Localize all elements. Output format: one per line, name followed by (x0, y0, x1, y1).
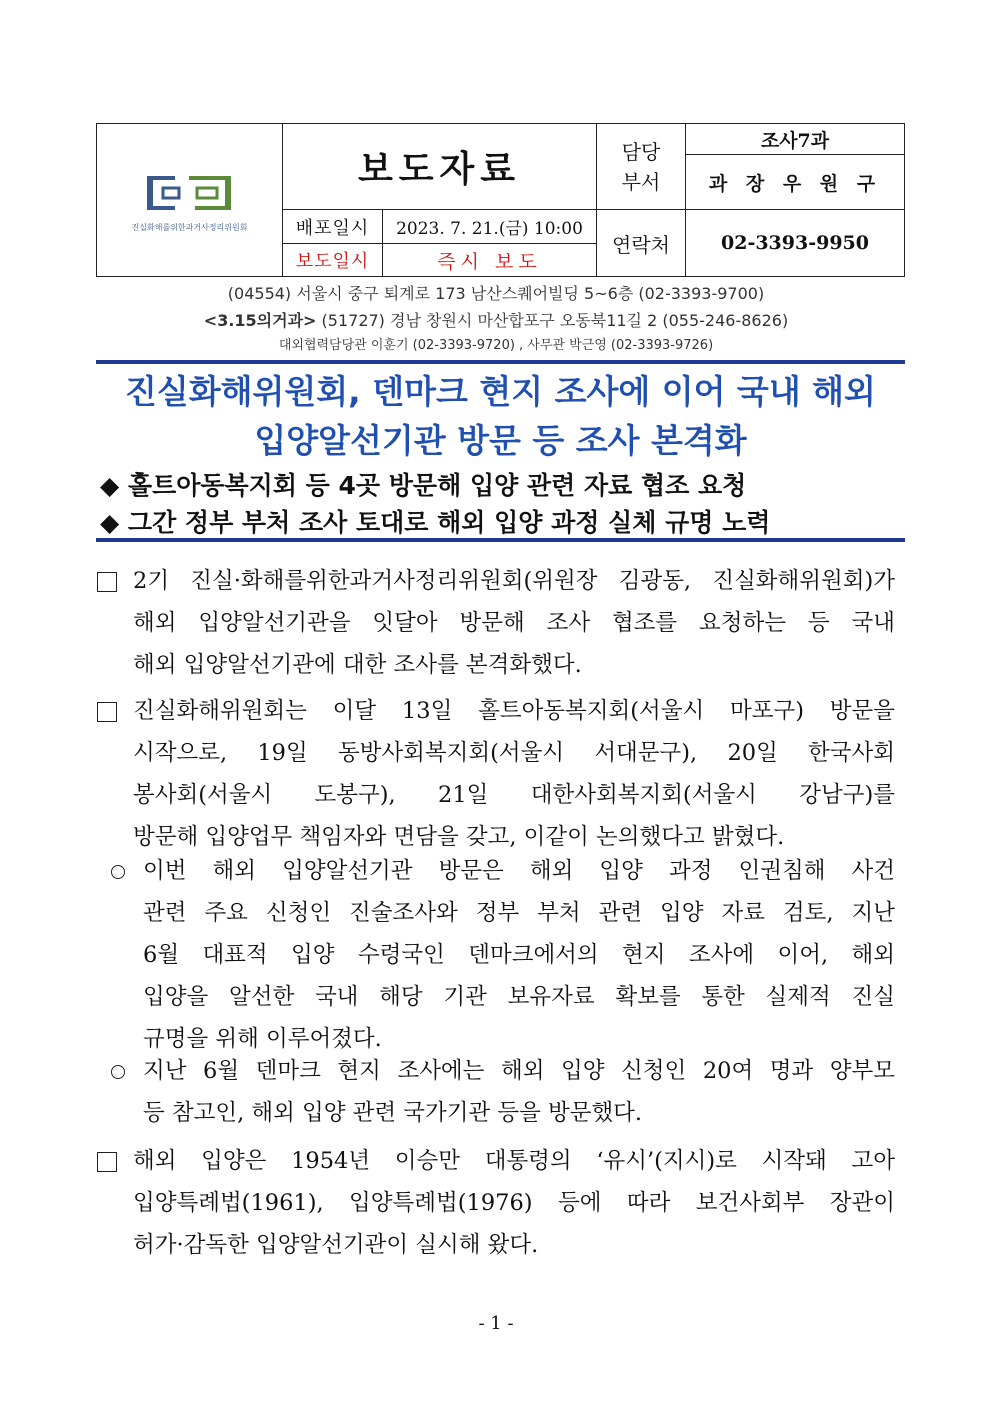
dist-value: 2023. 7. 21.(금) 10:00 (396, 219, 583, 239)
square-bullet-icon (97, 572, 117, 592)
subhead-1: ◆ 홀트아동복지회 등 4곳 방문해 입양 관련 자료 협조 요청 (100, 471, 747, 500)
headline-rule-top (96, 360, 905, 364)
contact-persons: 대외협력담당관 이훈기 (02-3393-9720) , 사무관 박근영 (02-3393-9726) (278, 338, 714, 353)
paragraph-2-line: 봉사회(서울시 도봉구), 21일 대한사회복지회(서울시 강남구)를 (133, 782, 895, 808)
bullet-1-line: 입양을 알선한 국내 해당 기관 보유자료 확보를 통한 실제적 진실 (143, 984, 895, 1010)
paragraph-1 (133, 560, 895, 686)
bullet-2-line: 등 참고인, 해외 입양 관련 국가기관 등을 방문했다. (143, 1100, 643, 1126)
paragraph-3-line: 허가·감독한 입양알선기관이 실시해 왔다. (133, 1232, 539, 1258)
bullet-1 (143, 850, 895, 1060)
logo-mark-icon (135, 168, 245, 218)
bullet-1-line: 관련 주요 신청인 진술조사와 정부 부처 관련 입양 자료 검토, 지난 (143, 900, 895, 926)
contact-label: 연락처 (612, 232, 670, 257)
paragraph-3 (133, 1140, 895, 1266)
logo (97, 124, 282, 276)
paragraph-1-line: 2기 진실·화해를위한과거사정리위원회(위원장 김광동, 진실화해위원회)가 (133, 568, 895, 594)
bullet-1-line: 규명을 위해 이루어졌다. (143, 1026, 382, 1052)
circle-bullet-icon (111, 1065, 125, 1079)
bullet-2 (143, 1050, 895, 1134)
headline-line-2: 입양알선기관 방문 등 조사 본격화 (254, 421, 747, 460)
dept-label-2: 부서 (621, 169, 661, 194)
subhead-2: ◆ 그간 정부 부처 조사 토대로 해외 입양 과정 실체 규명 노력 (100, 508, 771, 537)
bullet-1-line: 이번 해외 입양알선기관 방문은 해외 입양 과정 인권침해 사건 (143, 858, 895, 884)
paragraph-3-line: 해외 입양은 1954년 이승만 대통령의 ‘유시’(지시)로 시작돼 고아 (133, 1148, 895, 1174)
address-masan-text: (51727) 경남 창원시 마산합포구 오동북11길 2 (055-246-8626) (316, 311, 789, 330)
dept-name: 조사7과 (760, 129, 830, 152)
paragraph-2 (133, 690, 895, 858)
address-masan-dept: <3.15의거과> (203, 311, 317, 330)
bullet-1-line: 6월 대표적 입양 수령국인 덴마크에서의 현지 조사에 이어, 해외 (143, 942, 895, 968)
dept-label (597, 124, 685, 209)
square-bullet-icon (97, 702, 117, 722)
page-title: 보도자료 (357, 148, 522, 190)
contact-phone: 02-3393-9950 (721, 232, 869, 254)
release-label: 보도일시 (295, 251, 370, 272)
headline-rule-bottom (96, 538, 905, 542)
bullet-2-line: 지난 6월 덴마크 현지 조사에는 해외 입양 신청인 20여 명과 양부모 (143, 1058, 895, 1084)
circle-bullet-icon (111, 865, 125, 879)
press-release-header (96, 123, 905, 277)
square-bullet-icon (97, 1152, 117, 1172)
paragraph-3-line: 입양특례법(1961), 입양특례법(1976) 등에 따라 보건사회부 장관이 (133, 1190, 895, 1216)
paragraph-2-line: 방문해 입양업무 책임자와 면담을 갖고, 이같이 논의했다고 밝혔다. (133, 824, 785, 850)
address-masan (0, 308, 992, 331)
headline-line-1: 진실화해위원회, 덴마크 현지 조사에 이어 국내 해외 (125, 372, 876, 411)
paragraph-1-line: 해외 입양알선기관을 잇달아 방문해 조사 협조를 요청하는 등 국내 (133, 610, 895, 636)
paragraph-2-line: 진실화해위원회는 이달 13일 홀트아동복지회(서울시 마포구) 방문을 (133, 698, 895, 724)
dist-label: 배포일시 (295, 217, 370, 239)
paragraph-1-line: 해외 입양알선기관에 대한 조사를 본격화했다. (133, 652, 582, 678)
manager-name: 과 장 우 원 구 (708, 172, 882, 195)
page-number: - 1 - (478, 1313, 514, 1334)
dept-label-1: 담당 (621, 139, 661, 164)
address-seoul: (04554) 서울시 중구 퇴계로 173 남산스퀘어빌딩 5~6층 (02-3393-9700) (227, 284, 765, 303)
logo-text: 진실화해를위한과거사정리위원회 (131, 222, 248, 232)
release-value: 즉시 보도 (437, 250, 542, 273)
paragraph-2-line: 시작으로, 19일 동방사회복지회(서울시 서대문구), 20일 한국사회 (133, 740, 895, 766)
